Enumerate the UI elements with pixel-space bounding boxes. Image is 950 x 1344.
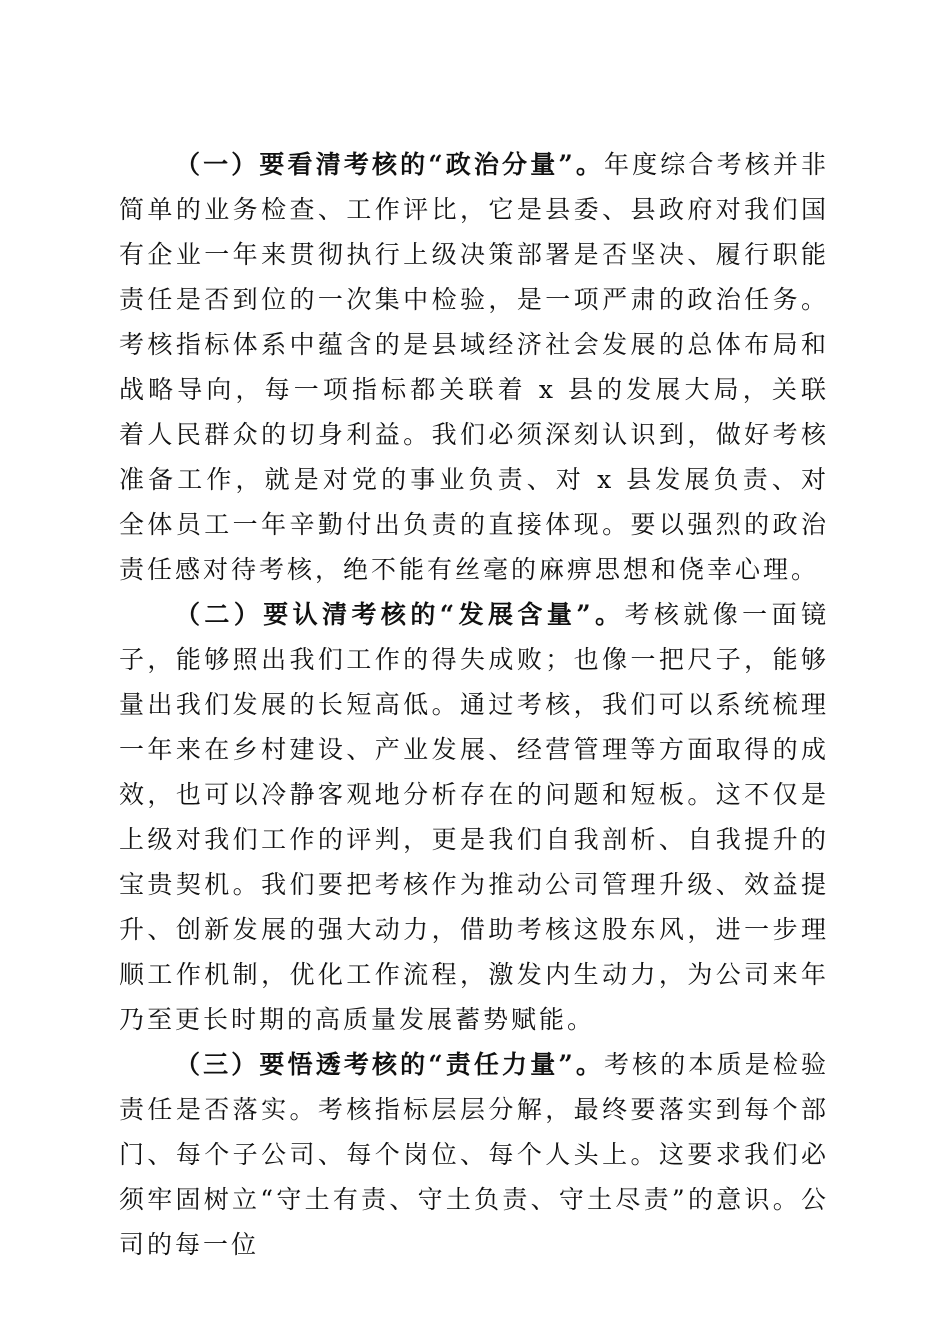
paragraph-text: 考核的本质是检验责任是否落实。考核指标层层分解，最终要落实到每个部门、每个子公司、每个岗位、每个人头上。这要求我们必须牢固树立“守土有责、守土负责、守土尽责”的意识。公司的每一位 [119,1050,829,1259]
paragraph-development-content [119,592,829,1042]
paragraph-heading: （一）要看清考核的“政治分量”。 [175,150,605,179]
document-body [119,142,829,1267]
paragraph-text: 年度综合考核并非简单的业务检查、工作评比，它是县委、县政府对我们国有企业一年来贯彻执行上级决策部署是否坚决、履行职能责任是否到位的一次集中检验，是一项严肃的政治任务。考核指标体系中蕴含的是县域经济社会发展的总体布局和战略导向，每一项指标都关联着 x 县的发展大局，关联着人民群众的切身利益。我们必须深刻认识到，做好考核准备工作，就是对党的事业负责、对 x 县发展负责、对全体员工一年辛勤付出负责的直接体现。要以强烈的政治责任感对待考核，绝不能有丝毫的麻痹思想和侥幸心理。 [119,150,829,584]
paragraph-political-weight [119,142,829,592]
paragraph-heading: （三）要悟透考核的“责任力量”。 [175,1050,605,1079]
paragraph-heading: （二）要认清考核的“发展含量”。 [175,600,625,629]
paragraph-responsibility-power [119,1042,829,1267]
paragraph-text: 考核就像一面镜子，能够照出我们工作的得失成败；也像一把尺子，能够量出我们发展的长短高低。通过考核，我们可以系统梳理一年来在乡村建设、产业发展、经营管理等方面取得的成效，也可以冷静客观地分析存在的问题和短板。这不仅是上级对我们工作的评判，更是我们自我剖析、自我提升的宝贵契机。我们要把考核作为推动公司管理升级、效益提升、创新发展的强大动力，借助考核这股东风，进一步理顺工作机制，优化工作流程，激发内生动力，为公司来年乃至更长时期的高质量发展蓄势赋能。 [119,600,829,1034]
